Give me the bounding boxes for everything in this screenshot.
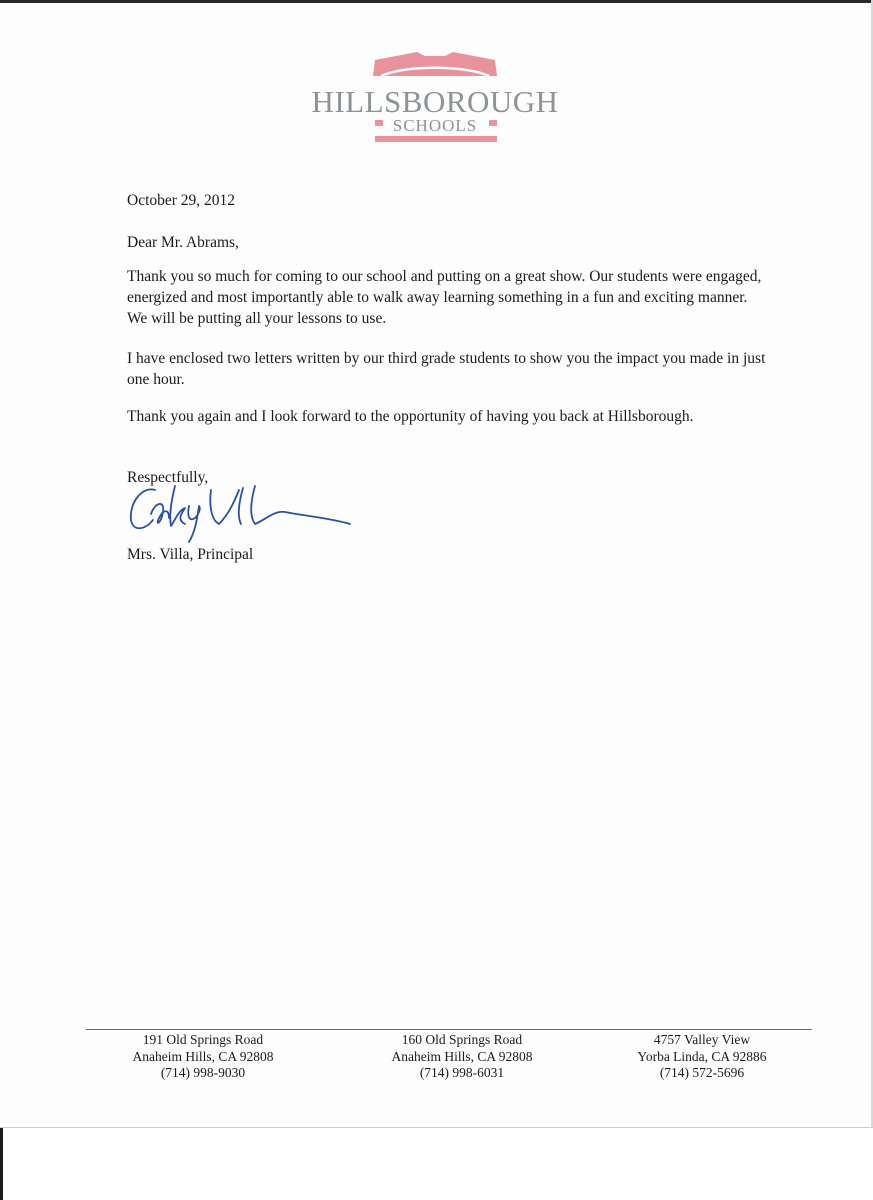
address-street: 160 Old Springs Road [401, 1032, 523, 1047]
address-phone: (714) 998-9030 [160, 1065, 246, 1080]
address-city: Anaheim Hills, CA 92808 [391, 1048, 533, 1064]
school-logo [305, 48, 565, 148]
logo-subname: SCHOOLS [392, 116, 478, 135]
address-street: 4757 Valley View [653, 1032, 751, 1047]
scan-edge-top [0, 0, 873, 3]
address-city: Yorba Linda, CA 92886 [637, 1048, 767, 1064]
logo-name: HILLSBOROUGH [311, 84, 559, 119]
letter-date: October 29, 2012 [127, 192, 236, 209]
address-phone: (714) 572-5696 [659, 1065, 745, 1080]
handwritten-signature [125, 480, 355, 546]
letter-closing: Respectfully, [127, 469, 209, 486]
address-city: Anaheim Hills, CA 92808 [132, 1048, 274, 1064]
footer-address [98, 1032, 308, 1082]
address-phone: (714) 998-6031 [419, 1065, 505, 1080]
address-street: 191 Old Springs Road [142, 1032, 264, 1047]
letter-salutation: Dear Mr. Abrams, [127, 234, 239, 251]
letter-paragraph: Thank you again and I look forward to the opportunity of having you back at Hillsborough. [127, 408, 694, 425]
footer-address [357, 1032, 567, 1082]
letter-signer: Mrs. Villa, Principal [127, 546, 254, 563]
footer-address [597, 1032, 807, 1082]
scan-edge-left-mark [0, 1128, 3, 1200]
letter-paragraph: I have enclosed two letters written by our third grade students to show you the impact you made in just one hour. [127, 350, 766, 388]
footer-divider [86, 1029, 812, 1030]
letter-paragraph: Thank you so much for coming to our school and putting on a great show. Our students were engaged, energized and most importantly able to walk away learning something in a fun and exciting manner. We will be putting all your lessons to use. [127, 268, 762, 327]
scan-bottom-margin [0, 1128, 873, 1200]
